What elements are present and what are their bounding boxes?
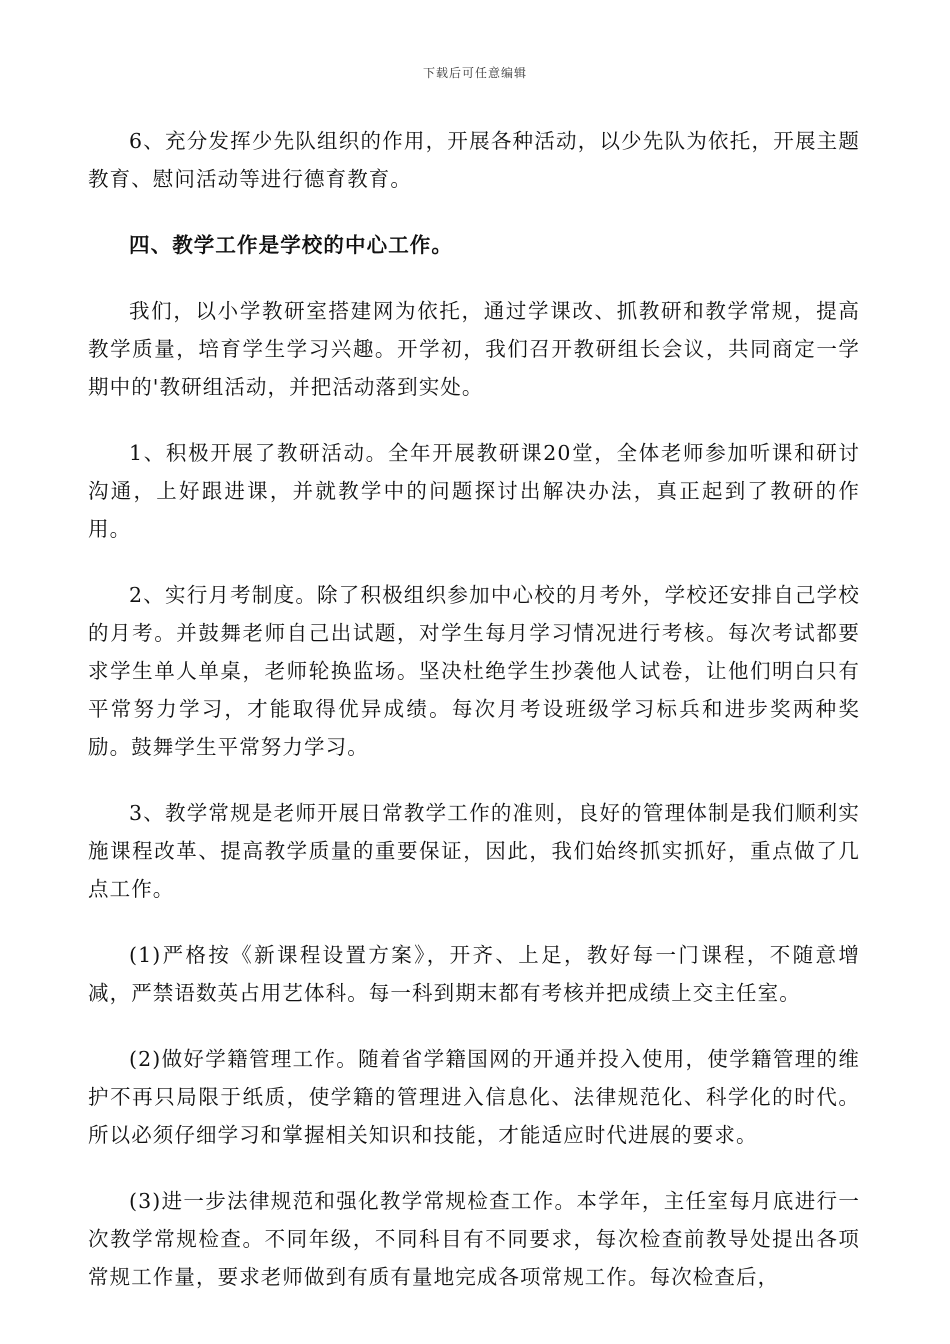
paragraph-subitem-1: (1)严格按《新课程设置方案》，开齐、上足，教好每一门课程，不随意增减，严禁语数英占用艺体科。每一科到期末都有考核并把成绩上交主任室。 (88, 943, 860, 1005)
paragraph-item-3: 3、教学常规是老师开展日常教学工作的准则，良好的管理体制是我们顺利实施课程改革、提高教学质量的重要保证，因此，我们始终抓实抓好，重点做了几点工作。 (88, 801, 860, 901)
paragraph-item-2: 2、实行月考制度。除了积极组织参加中心校的月考外，学校还安排自己学校的月考。并鼓舞老师自己出试题，对学生每月学习情况进行考核。每次考试都要求学生单人单桌，老师轮换监场。坚决杜绝学生抄袭他人试卷，让他们明白只有平常努力学习，才能取得优异成绩。每次月考设班级学习标兵和进步奖两种奖励。鼓舞学生平常努力学习。 (88, 583, 860, 759)
paragraph-subitem-2: (2)做好学籍管理工作。随着省学籍国网的开通并投入使用，使学籍管理的维护不再只局限于纸质，使学籍的管理进入信息化、法律规范化、科学化的时代。所以必须仔细学习和掌握相关知识和技能，才能适应时代进展的要求。 (88, 1047, 860, 1147)
section-heading-teaching: 四、教学工作是学校的中心工作。 (129, 233, 453, 257)
document-body (88, 122, 860, 1324)
paragraph-item-1: 1、积极开展了教研活动。全年开展教研课20堂，全体老师参加听课和研讨沟通，上好跟进课，并就教学中的问题探讨出解决办法，真正起到了教研的作用。 (88, 441, 860, 541)
page-header-note: 下载后可任意编辑 (422, 66, 527, 80)
paragraph-subitem-3: (3)进一步法律规范和强化教学常规检查工作。本学年，主任室每月底进行一次教学常规检查。不同年级，不同科目有不同要求，每次检查前教导处提出各项常规工作量，要求老师做到有质有量地完成各项常规工作。每次检查后， (88, 1189, 860, 1289)
paragraph-item-6: 6、充分发挥少先队组织的作用，开展各种活动，以少先队为依托，开展主题教育、慰问活动等进行德育教育。 (88, 129, 860, 191)
paragraph-intro: 我们，以小学教研室搭建网为依托，通过学课改、抓教研和教学常规，提高教学质量，培育学生学习兴趣。开学初，我们召开教研组长会议，共同商定一学期中的'教研组活动，并把活动落到实处。 (88, 299, 860, 399)
